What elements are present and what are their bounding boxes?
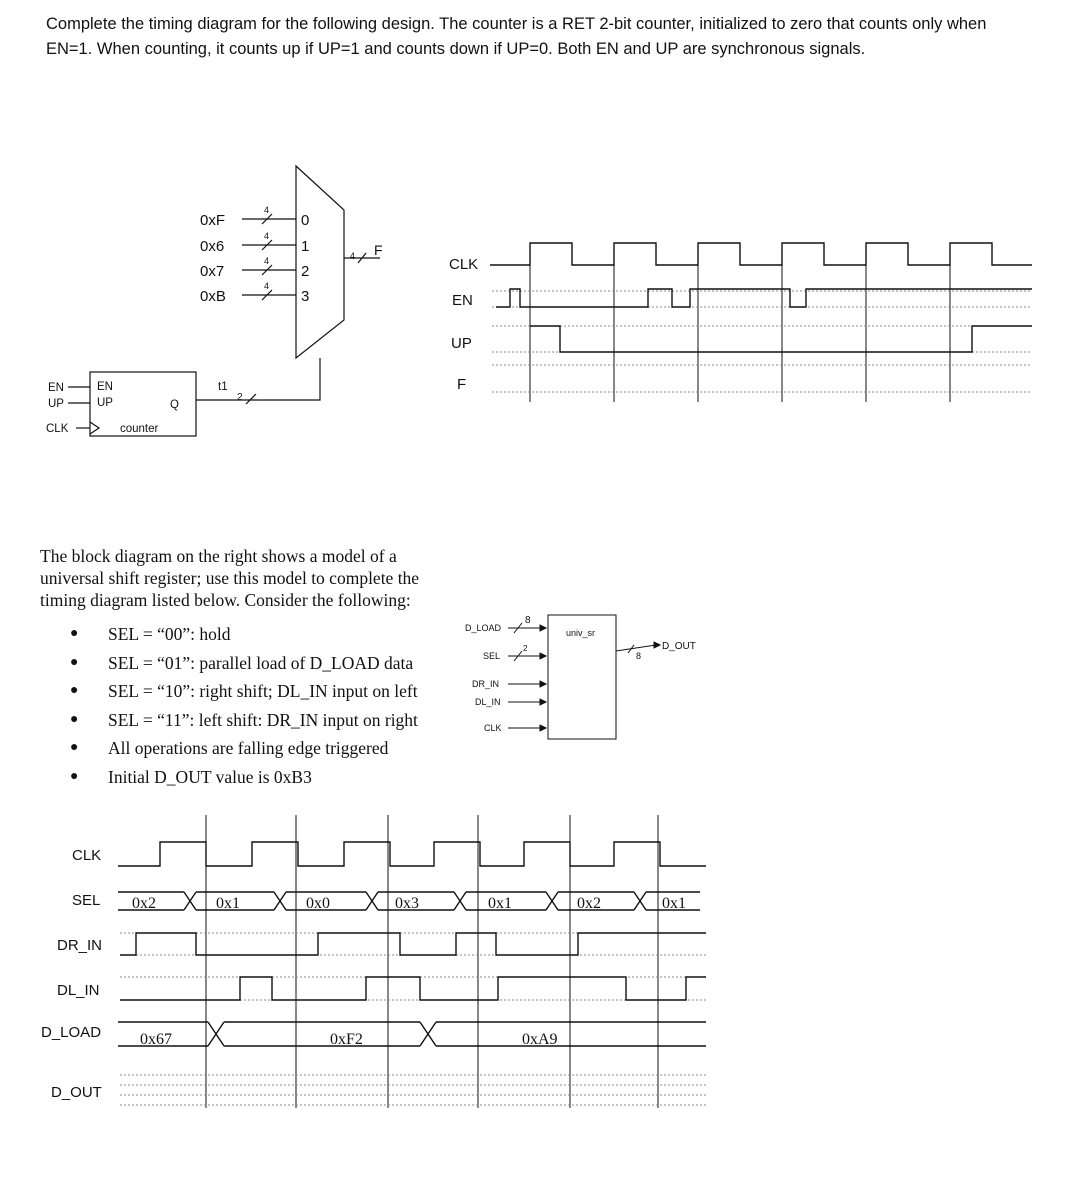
bullet-item — [60, 734, 480, 763]
sr-input-clk: CLK — [484, 723, 502, 733]
ext-input-en: EN — [48, 382, 64, 394]
sel-value: 0x2 — [132, 895, 156, 912]
ext-input-up: UP — [48, 398, 64, 410]
bullet-text: SEL = “10”: right shift; DL_IN input on left — [108, 681, 418, 701]
sel-width: 2 — [523, 644, 528, 653]
mux-in-2-width: 4 — [264, 256, 270, 266]
d-out-width: 8 — [636, 651, 642, 661]
sel-operation-list — [60, 620, 480, 791]
problem-1-statement: Complete the timing diagram for the following design. The counter is a RET 2-bit counter, initialized to zero that counts only when EN=1. When counting, it counts up if UP=1 and counts down if UP=0. Both EN and UP are synchronous signals. — [46, 15, 987, 58]
sel-value: 0x2 — [577, 895, 601, 912]
bullet-item — [60, 706, 480, 735]
sr-output-d-out: D_OUT — [662, 641, 696, 652]
t1-signal-en: EN — [452, 292, 473, 309]
bullet-text: All operations are falling edge triggered — [108, 738, 389, 758]
timing-1-waveforms — [490, 243, 1032, 352]
timing-1-grid — [492, 243, 1032, 402]
mux-input-1: 0x6 — [200, 238, 225, 255]
d-load-value: 0x67 — [140, 1031, 172, 1048]
d-load-value: 0xF2 — [330, 1031, 363, 1048]
mux-in-3-width: 4 — [264, 281, 270, 291]
mux-select-3: 3 — [301, 288, 310, 305]
clock-triangle-icon — [90, 422, 99, 434]
t2-signal-clk: CLK — [72, 847, 102, 864]
en-waveform — [496, 289, 1032, 307]
counter-port-en: EN — [97, 381, 113, 393]
sel-value: 0x1 — [488, 895, 512, 912]
t1-signal-f: F — [457, 376, 467, 393]
t2-signal-dl-in: DL_IN — [57, 982, 100, 999]
clk-waveform — [490, 243, 1032, 265]
sel-value: 0x3 — [395, 895, 419, 912]
univ-sr-name: univ_sr — [566, 628, 596, 638]
counter-port-up: UP — [97, 397, 113, 409]
t1-bus-slash — [246, 394, 256, 404]
d-load-value: 0xA9 — [522, 1031, 558, 1048]
mux-body — [296, 166, 344, 358]
mux-input-2: 0x7 — [200, 263, 225, 280]
sr-input-dl-in: DL_IN — [475, 697, 501, 707]
bullet-item — [60, 649, 480, 678]
bullet-text: SEL = “01”: parallel load of D_LOAD data — [108, 652, 414, 673]
t1-width: 2 — [237, 392, 243, 403]
problem-2-intro: The block diagram on the right shows a model of a universal shift register; use this model to complete the timing diagram listed below. Consider the following: — [40, 546, 420, 610]
t2-signal-dr-in: DR_IN — [57, 937, 103, 954]
t1-wire — [196, 358, 320, 400]
mux-select-0: 0 — [301, 212, 310, 229]
mux-input-0: 0xF — [200, 212, 226, 229]
t1-label: t1 — [218, 381, 228, 393]
mux — [242, 166, 380, 358]
ext-input-clk: CLK — [46, 423, 69, 435]
mux-input-3: 0xB — [200, 288, 226, 305]
bullet-item — [60, 763, 480, 792]
bullet-dot-icon: ● — [70, 711, 79, 727]
bullet-dot-icon: ● — [70, 654, 79, 670]
sel-value: 0x1 — [216, 895, 240, 912]
t2-signal-d-load: D_LOAD — [41, 1024, 102, 1041]
mux-in-0-width: 4 — [264, 205, 270, 215]
bullet-dot-icon: ● — [70, 626, 79, 641]
counter-port-q: Q — [170, 399, 179, 411]
mux-output-label: F — [374, 242, 383, 258]
mux-select-2: 2 — [301, 263, 310, 280]
bullet-item — [60, 677, 480, 706]
bullet-dot-icon: ● — [70, 768, 79, 784]
mux-in-1-width: 4 — [264, 231, 270, 241]
sel-value: 0x1 — [662, 895, 686, 912]
bullet-text: SEL = “00”: hold — [108, 624, 231, 644]
bullet-dot-icon: ● — [70, 683, 79, 698]
bullet-item — [60, 620, 480, 649]
bullet-dot-icon: ● — [70, 740, 79, 755]
t1-signal-up: UP — [451, 335, 472, 352]
sr-input-dr-in: DR_IN — [472, 679, 500, 689]
t1-signal-clk: CLK — [449, 256, 479, 273]
sr-input-d-load: D_LOAD — [465, 623, 502, 633]
up-waveform — [530, 326, 1032, 352]
t2-signal-sel: SEL — [72, 892, 101, 909]
bullet-text: SEL = “11”: left shift: DR_IN input on right — [108, 709, 418, 730]
sel-value: 0x0 — [306, 895, 330, 912]
mux-select-1: 1 — [301, 238, 310, 255]
t2-signal-d-out: D_OUT — [51, 1084, 102, 1101]
mux-out-width: 4 — [350, 251, 356, 261]
sr-input-sel: SEL — [483, 651, 501, 661]
bullet-text: Initial D_OUT value is 0xB3 — [108, 766, 312, 787]
d-load-width: 8 — [525, 615, 531, 626]
counter-name: counter — [120, 423, 159, 435]
